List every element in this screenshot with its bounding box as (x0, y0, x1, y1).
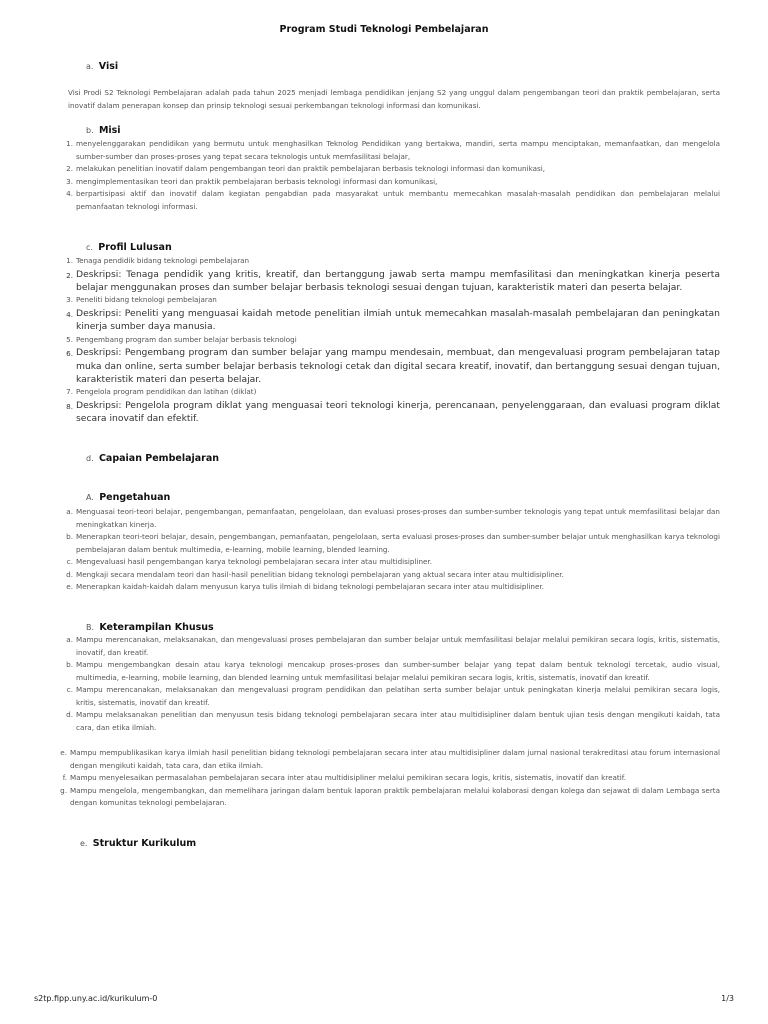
profil-heading (86, 242, 172, 253)
list-item-text: Pengembang program dan sumber belajar berbasis teknologi (76, 334, 297, 344)
list-item-number: b. (66, 532, 73, 541)
list-item-number: 5. (66, 334, 73, 344)
list-item-text: Menerapkan kaidah-kaidah dalam menyusun karya tulis ilmiah di bidang teknologi pembelajaran secara inter atau multidisipliner. (76, 582, 544, 591)
struktur-heading-text: Struktur Kurikulum (92, 838, 197, 849)
profil-list (0, 255, 720, 426)
keterampilan-list-item (0, 709, 720, 734)
list-item-number: b. (66, 660, 73, 669)
visi-heading (86, 61, 118, 72)
list-item-number: 6. (66, 349, 73, 359)
struktur-heading (80, 838, 196, 849)
capaian-heading (86, 453, 219, 464)
list-item-number: g. (60, 785, 67, 795)
profil-list-item (0, 255, 720, 268)
list-item-text: Menerapkan teori-teori belajar, desain, pengembangan, pemanfaatan, pengelolaan, serta evaluasi proses-proses dan sumber-sumber belajar untuk menghasilkan karya teknologi pembelajaran dalam bentuk multimedia, e-learning, mobile learning, blended learning. (76, 532, 720, 554)
keterampilan-list-item (0, 634, 720, 659)
list-item-text: Deskripsi: Pengembang program dan sumber belajar yang mampu mendesain, membuat, dan mengevaluasi program pembelajaran tatap muka dan online, serta sumber belajar berbasis teknologi cetak dan digital secara kreatif, inovatif, dan bertanggung sesuai dengan tujuan, karakteristik materi dan peserta belajar. (76, 347, 720, 385)
list-item-number: e. (66, 582, 73, 591)
visi-heading-text: Visi (98, 61, 119, 72)
pengetahuan-heading (86, 492, 170, 503)
profil-list-item (0, 307, 720, 334)
list-item-number: f. (62, 773, 67, 782)
list-item-text: Mampu mengembangkan desain atau karya teknologi mencakup proses-proses dan sumber-sumber belajar yang tepat dalam bentuk teknologi tercetak, audio visual, multimedia, e-learning, mobile learning, dan blended learning untuk memfasilitasi belajar melalui pemikiran secara logis, kritis, sistematis, inovatif dan kreatif. (76, 660, 720, 682)
misi-list-item (0, 176, 720, 189)
pengetahuan-list-item (0, 506, 720, 531)
list-item-number: 3. (66, 176, 73, 186)
list-item-number: 2. (66, 164, 73, 173)
profil-list-item (0, 386, 720, 399)
misi-marker: b. (86, 126, 94, 135)
profil-list-item (0, 294, 720, 307)
keterampilan-list-item (0, 659, 720, 684)
list-item-text: Mampu mempublikasikan karya ilmiah hasil penelitian bidang teknologi pembelajaran secara inter atau multidisipliner dalam jurnal nasional terakreditasi atau forum internasional dengan mengikuti kaidah, tata cara, dan etika ilmiah. (70, 748, 720, 770)
list-item-text: Menguasai teori-teori belajar, pengembangan, pemanfaatan, pengelolaan, dan evaluasi proses-proses dan sumber-sumber teknologis yang tepat untuk memfasilitasi belajar dan meningkatkan kinerja. (76, 507, 720, 529)
list-item-text: Mampu melaksanakan penelitian dan menyusun tesis bidang teknologi pembelajaran secara inter atau multidisipliner dalam bentuk ujian tesis dengan mengikuti kaidah, tata cara, dan etika ilmiah. (76, 710, 720, 732)
pengetahuan-heading-text: Pengetahuan (99, 492, 171, 503)
keterampilan-heading-text: Keterampilan Khusus (99, 622, 214, 633)
list-item-number: 4. (66, 309, 73, 319)
misi-list-item (0, 138, 720, 163)
profil-heading-text: Profil Lulusan (98, 242, 172, 253)
list-item-text: Mampu menyelesaikan permasalahan pembelajaran secara inter atau multidisipliner melalui pemikiran secara logis, kritis, sistematis, inovatif dan kreatif. (70, 773, 627, 782)
keterampilan-list (0, 634, 720, 734)
keterampilan-heading (86, 622, 214, 633)
keterampilan-list-item (0, 747, 720, 772)
list-item-text: Deskripsi: Pengelola program diklat yang menguasai teori teknologi kinerja, perencanaan, penyelenggaraan, dan evaluasi program diklat secara inovatif dan efektif. (76, 399, 720, 425)
list-item-number: a. (66, 635, 73, 644)
list-item-text: mengimplementasikan teori dan praktik pembelajaran berbasis teknologi informasi dan komunikasi, (76, 176, 438, 186)
list-item-number: 2. (66, 270, 73, 280)
pengetahuan-marker: A. (86, 493, 94, 502)
list-item-text: Peneliti bidang teknologi pembelajaran (76, 295, 217, 305)
footer-page-number: 1/3 (721, 994, 734, 1003)
list-item-number: c. (66, 685, 73, 694)
list-item-text: melakukan penelitian inovatif dalam pengembangan teori dan praktik pembelajaran berbasis teknologi informasi dan komunikasi, (76, 164, 546, 173)
misi-heading (86, 125, 121, 136)
list-item-text: Mampu mengelola, mengembangkan, dan memelihara jaringan dalam bentuk laporan praktik pembelajaran melalui kolaborasi dengan kolega dan sejawat di dalam Lembaga serta dengan komunitas teknologi pembelajaran. (70, 785, 720, 807)
list-item-number: 4. (66, 189, 73, 198)
keterampilan-list-item (0, 684, 720, 709)
keterampilan-marker: B. (86, 623, 95, 632)
misi-list-item (0, 188, 720, 213)
profil-list-item (0, 399, 720, 426)
list-item-number: 7. (66, 387, 73, 397)
visi-text: Visi Prodi S2 Teknologi Pembelajaran adalah pada tahun 2025 menjadi lembaga pendidikan jenjang S2 yang unggul dalam pengembangan teori dan praktik pembelajaran, serta inovatif dalam penerapan konsep dan prinsip teknologi sesuai perkembangan teknologi informasi dan komunikasi. (68, 88, 720, 110)
list-item-number: e. (60, 748, 67, 757)
list-item-number: 3. (66, 295, 73, 305)
list-item-number: 1. (66, 256, 73, 265)
list-item-number: 1. (66, 139, 73, 148)
pengetahuan-list-item (0, 556, 720, 569)
list-item-text: Mengevaluasi hasil pengembangan karya teknologi pembelajaran secara inter atau multidisipliner. (76, 557, 432, 566)
pengetahuan-list (0, 506, 720, 594)
keterampilan-list-continued (0, 747, 720, 810)
profil-list-item (0, 346, 720, 386)
pengetahuan-list-item (0, 581, 720, 594)
profil-marker: c. (86, 243, 93, 252)
footer-url: s2tp.fipp.uny.ac.id/kurikulum-0 (34, 994, 158, 1003)
list-item-number: 8. (66, 401, 73, 411)
list-item-number: a. (66, 507, 73, 516)
list-item-text: Tenaga pendidik bidang teknologi pembelajaran (76, 256, 250, 265)
list-item-number: c. (66, 557, 73, 566)
keterampilan-list-item (0, 785, 720, 810)
misi-list (0, 138, 720, 213)
list-item-text: Mampu merencanakan, melaksanakan dan mengevaluasi program pendidikan dan pelatihan serta sumber belajar untuk peningkatan kinerja melalui pemikiran secara logis, kritis, sistematis, inovatif dan kreatif. (76, 685, 720, 707)
pengetahuan-list-item (0, 569, 720, 582)
list-item-text: berpartisipasi aktif dan inovatif dalam kegiatan pengabdian pada masyarakat untuk membantu memecahkan masalah-masalah pendidikan dan pembelajaran melalui pemanfaatan teknologi informasi. (76, 189, 720, 211)
profil-list-item (0, 268, 720, 295)
list-item-text: Mampu merencanakan, melaksanakan, dan mengevaluasi proses pembelajaran dan sumber belajar untuk memfasilitasi belajar melalui pemikiran secara logis, kritis, sistematis, inovatif, dan kreatif. (76, 635, 720, 657)
list-item-text: Mengkaji secara mendalam teori dan hasil-hasil penelitian bidang teknologi pembelajaran yang aktual secara inter atau multidisipliner. (76, 569, 564, 579)
list-item-number: d. (66, 569, 73, 579)
pengetahuan-list-item (0, 531, 720, 556)
list-item-text: Deskripsi: Tenaga pendidik yang kritis, kreatif, dan bertanggung jawab serta mampu memfasilitasi dan meningkatkan kinerja peserta belajar menggunakan proses dan sumber belajar berbasis teknologi sesuai dengan tujuan, karakteristik materi dan peserta belajar. (76, 268, 720, 293)
misi-heading-text: Misi (98, 125, 121, 136)
struktur-marker: e. (80, 839, 88, 848)
list-item-text: menyelenggarakan pendidikan yang bermutu untuk menghasilkan Teknolog Pendidikan yang bertakwa, mandiri, serta mampu menciptakan, memanfaatkan, dan mengelola sumber-sumber dan proses-proses yang tepat secara teknologis untuk memfasilitasi belajar, (76, 139, 720, 161)
profil-list-item (0, 334, 720, 347)
list-item-number: d. (66, 710, 73, 719)
keterampilan-list-item (0, 772, 720, 785)
page-title: Program Studi Teknologi Pembelajaran (279, 24, 489, 35)
misi-list-item (0, 163, 720, 176)
capaian-heading-text: Capaian Pembelajaran (98, 453, 220, 464)
list-item-text: Deskripsi: Peneliti yang menguasai kaidah metode penelitian ilmiah untuk memecahkan masalah-masalah pembelajaran dan peningkatan kinerja sumber daya manusia. (76, 307, 720, 333)
visi-marker: a. (86, 62, 94, 71)
list-item-text: Pengelola program pendidikan dan latihan (diklat) (76, 387, 257, 397)
capaian-marker: d. (86, 454, 94, 463)
